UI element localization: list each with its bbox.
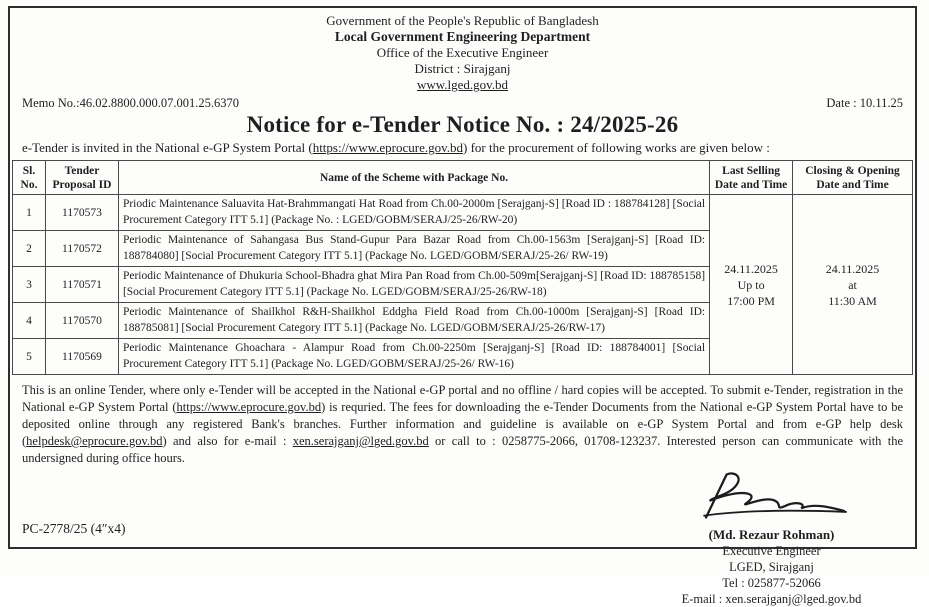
proposal-id-cell: 1170571 (45, 267, 118, 303)
signature-block (644, 469, 899, 607)
eprocure-portal-link[interactable]: https://www.eprocure.gov.bd (312, 140, 463, 155)
scheme-name-cell: Priodic Maintenance Saluavita Hat-Brahmmangati Hat Road from Ch.00-2000m [Serajganj-S] [Road ID : 188784128] [Social Procurement Category ITT 5.1] (Package No. : LGED/GOBM/SERAJ/25-26/RW-20) (118, 195, 709, 231)
sl-no-cell: 3 (13, 267, 46, 303)
last-selling-time: 17:00 PM (727, 293, 775, 308)
conditions-text: ) is requried. The fees for downloading the e-Tender Documents from the National e-GP System Portal have to be deposited online through any registered Bank's branches. Further information and guideline is available on e-GP System Portal and from e-GP help desk ( (22, 400, 903, 448)
signatory-tel: Tel : 025877-52066 (722, 576, 821, 590)
last-selling-upto: Up to (737, 277, 765, 292)
signatory-email: E-mail : xen.serajganj@lged.gov.bd (681, 592, 862, 606)
scheme-name-cell: Periodic Maintenance Ghoachara - Alampur Road from Ch.00-2250m [Serajganj-S] [Road ID: 188784001] [Social Procurement Category ITT 5.1] (Package No. LGED/GOBM/SERAJ/25-26/ RW-16) (118, 339, 709, 375)
memo-date: Date : 10.11.25 (826, 96, 903, 110)
helpdesk-email-link[interactable]: helpdesk@eprocure.gov.bd (26, 434, 163, 448)
eprocure-portal-link[interactable]: https://www.eprocure.gov.bd (176, 400, 322, 414)
sl-no-cell: 4 (13, 303, 46, 339)
closing-at: at (848, 277, 857, 292)
tender-table (12, 160, 913, 375)
intro-paragraph (10, 140, 915, 156)
website-link[interactable]: www.lged.gov.bd (416, 77, 509, 92)
sl-no-cell: 2 (13, 231, 46, 267)
header-last-selling: Last Selling Date and Time (710, 161, 793, 195)
header-tender-proposal-id: Tender Proposal ID (45, 161, 118, 195)
notice-title: Notice for e-Tender Notice No. : 24/2025-26 (246, 112, 679, 137)
proposal-id-cell: 1170572 (45, 231, 118, 267)
proposal-id-cell: 1170573 (45, 195, 118, 231)
table-row (13, 195, 913, 231)
header-sl-no: Sl. No. (13, 161, 46, 195)
last-selling-cell (710, 195, 793, 375)
header-scheme-name: Name of the Scheme with Package No. (118, 161, 709, 195)
signature-image (678, 469, 865, 525)
scheme-name-cell: Periodic Maintenance of Dhukuria School-Bhadra ghat Mira Pan Road from Ch.00-509m[Serajganj-S] [Road ID: 188785158] [Social Procurement Category ITT 5.1] (Package No. LGED/GOBM/SERAJ/25-26/RW-18) (118, 267, 709, 303)
scheme-name-cell: Periodic Maintenance of Shailkhol R&H-Shailkhol Eddgha Field Road from Ch.00-1000m [Serajganj-S] [Road ID: 188785081] [Social Procurement Category ITT 5.1] (Package No. LGED/GOBM/SERAJ/25-26/RW-17) (118, 303, 709, 339)
memo-row (10, 93, 915, 111)
signatory-name: (Md. Rezaur Rohman) (708, 527, 835, 542)
xen-email-link[interactable]: xen.serajganj@lged.gov.bd (292, 434, 429, 448)
government-line: Government of the People's Republic of Bangladesh (326, 13, 599, 28)
office-line: Office of the Executive Engineer (376, 45, 549, 60)
department-line: Local Government Engineering Department (334, 29, 591, 44)
closing-time: 11:30 AM (828, 293, 877, 308)
document-border (8, 6, 917, 606)
signatory-org: LGED, Sirajganj (729, 560, 814, 574)
conditions-text: or call to : 0258775-2066, 01708-123237. Interested person can communicate with the undersigned during office hours. (22, 434, 903, 465)
proposal-id-cell: 1170569 (45, 339, 118, 375)
sl-no-cell: 5 (13, 339, 46, 375)
conditions-paragraph (22, 382, 903, 467)
proposal-id-cell: 1170570 (45, 303, 118, 339)
closing-date: 24.11.2025 (825, 261, 880, 276)
table-header-row (13, 161, 913, 195)
letterhead (10, 8, 915, 93)
last-selling-date: 24.11.2025 (724, 261, 778, 276)
district-line: District : Sirajganj (414, 61, 511, 76)
conditions-text: ) and also for e-mail : (162, 434, 293, 448)
signatory-title: Executive Engineer (722, 544, 821, 558)
scheme-name-cell: Periodic Maintenance of Sahangasa Bus Stand-Gupur Para Bazar Road from Ch.00-1563m [Serajganj-S] [Road ID: 188784080] [Social Procurement Category ITT 5.1] (Package No. LGED/GOBM/SERAJ/25-26/ RW-19) (118, 231, 709, 267)
closing-opening-cell (793, 195, 913, 375)
print-code: PC-2778/25 (4″x4) (22, 521, 126, 536)
intro-text-before: e-Tender is invited in the National e-GP System Portal ( (22, 140, 313, 155)
header-closing-opening: Closing & Opening Date and Time (793, 161, 913, 195)
sl-no-cell: 1 (13, 195, 46, 231)
memo-number: Memo No.:46.02.8800.000.07.001.25.6370 (22, 96, 240, 110)
conditions-text: This is an online Tender, where only e-Tender will be accepted in the National e-GP portal and no offline / hard copies will be accepted. To submit e-Tender, registration in the National e-GP System Portal ( (22, 383, 903, 414)
intro-text-after: ) for the procurement of following works are given below : (463, 140, 770, 155)
